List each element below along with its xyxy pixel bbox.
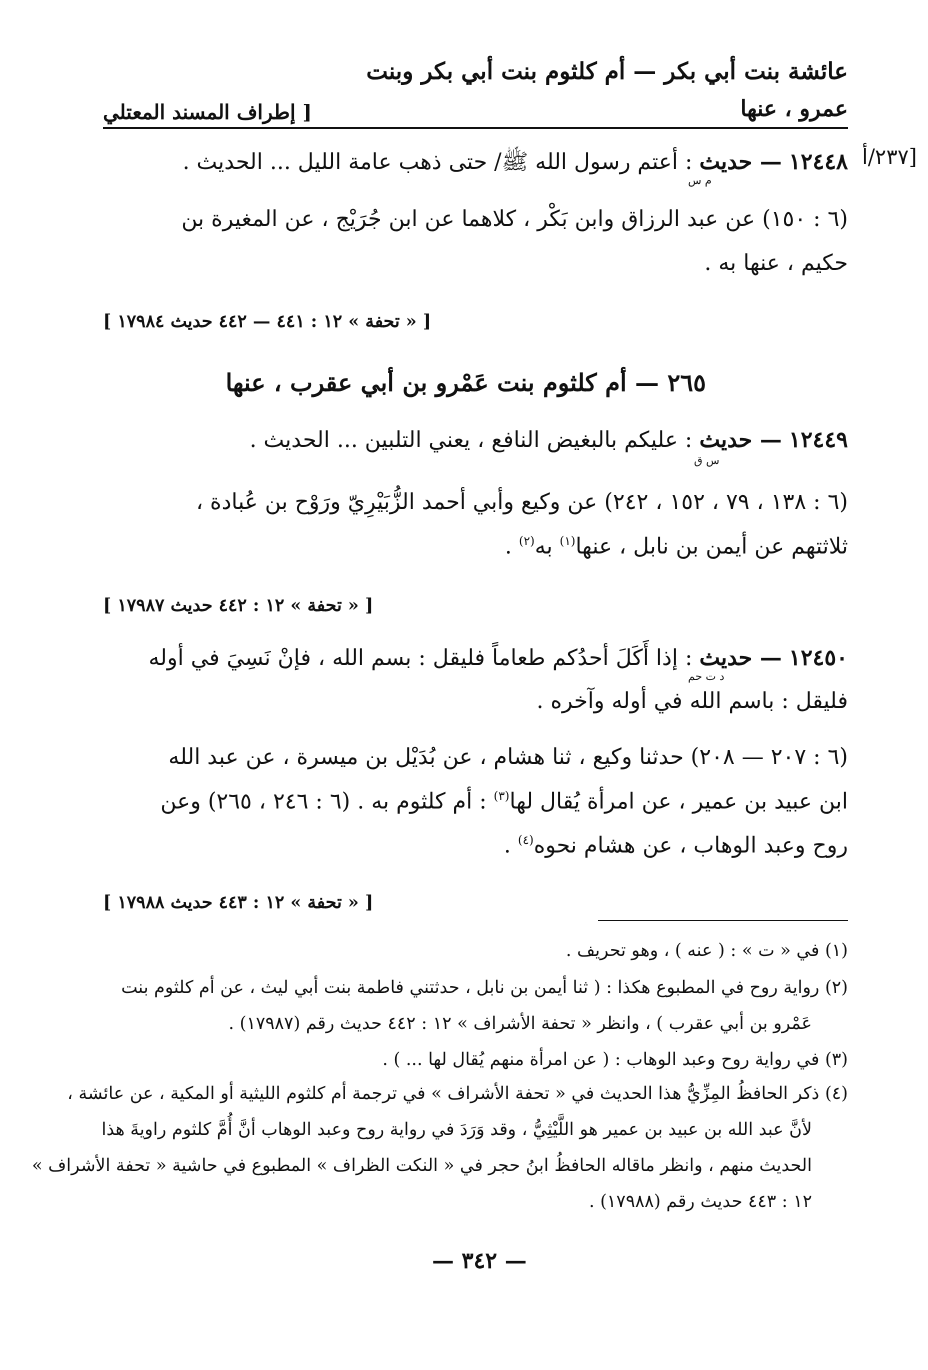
hadith-label: — حديث [699, 645, 782, 671]
hadith-12450-sigla: د ت حم [688, 670, 725, 683]
page-header-subtitle: عمرو ، عنها [740, 96, 848, 122]
chain-text: : أم كلثوم به . (٦ : ٢٤٦ ، ٢٦٥) وعن [160, 789, 487, 815]
header-rule-tick [678, 128, 679, 129]
hadith-12449-sigla: س ق [694, 454, 720, 467]
footnote-separator [598, 920, 848, 921]
hadith-12448-chain-line1: (٦ : ١٥٠) عن عبد الرزاق وابن بَكْر ، كلاهما عن ابن جُرَيْج ، عن المغيرة بن [181, 207, 848, 232]
footnote-number: (٣) [824, 1050, 848, 1070]
footnote-number: (٤) [824, 1084, 848, 1104]
hadith-12450-line1 [149, 645, 849, 671]
footnote-text: رواية روح في المطبوع هكذا : ( ثنا أيمن بن نابل ، حدثتني فاطمة بنت أبي ليث ، عن أم كلثوم بنت [121, 978, 820, 998]
hadith-number: ١٢٤٥٠ [788, 645, 848, 671]
footnote-ref-1[interactable]: (١) [559, 534, 576, 548]
hadith-12450-chain-line3 [504, 833, 848, 858]
footnote-3 [382, 1050, 848, 1070]
hadith-text: : عليكم بالبغيض النافع ، يعني التلبين ... الحديث . [249, 428, 693, 453]
footnote-ref-4[interactable]: (٤) [517, 833, 534, 847]
hadith-text: : أعتم رسول الله ﷺ/ حتى ذهب عامة الليل ... الحديث . [182, 150, 693, 175]
hadith-12448-tuhfa: [ « تحفة » ١٢ : ٤٤١ — ٤٤٢ حديث ١٧٩٨٤ ] [103, 312, 432, 332]
hadith-12448-sigla: م س [688, 174, 712, 187]
hadith-12449-chain-line1: (٦ : ١٣٨ ، ٧٩ ، ١٥٢ ، ٢٤٢) عن وكيع وأبي أحمد الزُّبَيْرِيّ ورَوْح بن عُبادة ، [195, 490, 848, 515]
chain-text: . [503, 833, 511, 859]
hadith-12449-line1 [250, 427, 848, 453]
chain-text: . [504, 534, 512, 560]
footnote-text: في « ت » : ( عنه ) ، وهو تحريف . [565, 941, 820, 961]
chain-text: ابن عبيد بن عمير ، عن امرأة يُقال لها [509, 789, 848, 815]
hadith-12448-chain-line2: حكيم ، عنها به . [704, 251, 848, 276]
footnote-text: ذكر الحافظُ المِزِّيُّ هذا الحديث في « تحفة الأشراف » في ترجمة أم كلثوم الليثية أو المكية ، عن عائشة ، [67, 1084, 820, 1104]
hadith-12448-line1 [183, 148, 848, 180]
hadith-12449-chain-line2 [505, 534, 848, 559]
hadith-label: — حديث [699, 149, 782, 175]
hadith-12450-chain-line1: (٦ : ٢٠٧ — ٢٠٨) حدثنا وكيع ، ثنا هشام ، عن بُدَيْل بن ميسرة ، عن عبد الله [168, 745, 848, 770]
book-title: [ إطراف المسند المعتلي [103, 100, 312, 124]
page-header-title: عائشة بنت أبي بكر — أم كلثوم بنت أبي بكر وبنت [366, 58, 848, 85]
hadith-number: ١٢٤٤٨ [788, 149, 848, 175]
margin-folio-note: ٢٣٧/أ] [862, 145, 917, 169]
chain-text: به [534, 534, 553, 560]
header-rule [103, 127, 848, 129]
footnote-4-cont1: لأنَّ عبد الله بن عبيد بن عمير هو اللَّيْثِيُّ ، وقد وَرَدَ في رواية روح وعبد الوهاب أنَّ أُمَّ كلثوم راويةَ هذا [101, 1120, 812, 1140]
hadith-12450-chain-line2 [160, 789, 848, 814]
footnote-number: (٢) [824, 978, 848, 998]
footnote-2-cont: عَمْرو بن أبي عقرب ) ، وانظر « تحفة الأشراف » ١٢ : ٤٤٢ حديث رقم (١٧٩٨٧) . [228, 1014, 812, 1034]
hadith-number: ١٢٤٤٩ [788, 427, 848, 453]
chain-text: ثلاثتهم عن أيمن بن نابل ، عنها [575, 534, 848, 560]
footnote-4 [67, 1084, 848, 1104]
hadith-text: : إذا أَكَلَ أحدُكم طعاماً فليقل : بسم الله ، فإنْ نَسِيَ في أوله [148, 646, 693, 671]
page-number: — ٣٤٢ — [432, 1248, 527, 1274]
hadith-label: — حديث [699, 427, 782, 453]
footnote-ref-3[interactable]: (٣) [493, 789, 510, 803]
chain-text: روح وعبد الوهاب ، عن هشام نحوه [533, 833, 848, 859]
hadith-12450-line2: فليقل : باسم الله في أوله وآخره . [536, 689, 848, 714]
section-heading: ٢٦٥ — أم كلثوم بنت عَمْرو بن أبي عقرب ، عنها [225, 368, 706, 397]
footnote-4-cont2: الحديث منهم ، وانظر ماقاله الحافظُ ابنُ حجر في « النكت الظراف » المطبوع في حاشية « تحفة الأشراف » [31, 1156, 812, 1176]
footnote-1 [566, 941, 848, 961]
hadith-12450-tuhfa: [ « تحفة » ١٢ : ٤٤٣ حديث ١٧٩٨٨ ] [103, 893, 374, 913]
footnote-ref-2[interactable]: (٢) [518, 534, 535, 548]
footnote-4-cont3: ١٢ : ٤٤٣ حديث رقم (١٧٩٨٨) . [588, 1192, 812, 1212]
footnote-text: في رواية روح وعبد الوهاب : ( عن امرأة منهم يُقال لها ... ) . [382, 1050, 820, 1070]
footnote-2 [121, 978, 848, 998]
footnote-number: (١) [824, 941, 848, 961]
hadith-12449-tuhfa: [ « تحفة » ١٢ : ٤٤٢ حديث ١٧٩٨٧ ] [103, 596, 374, 616]
